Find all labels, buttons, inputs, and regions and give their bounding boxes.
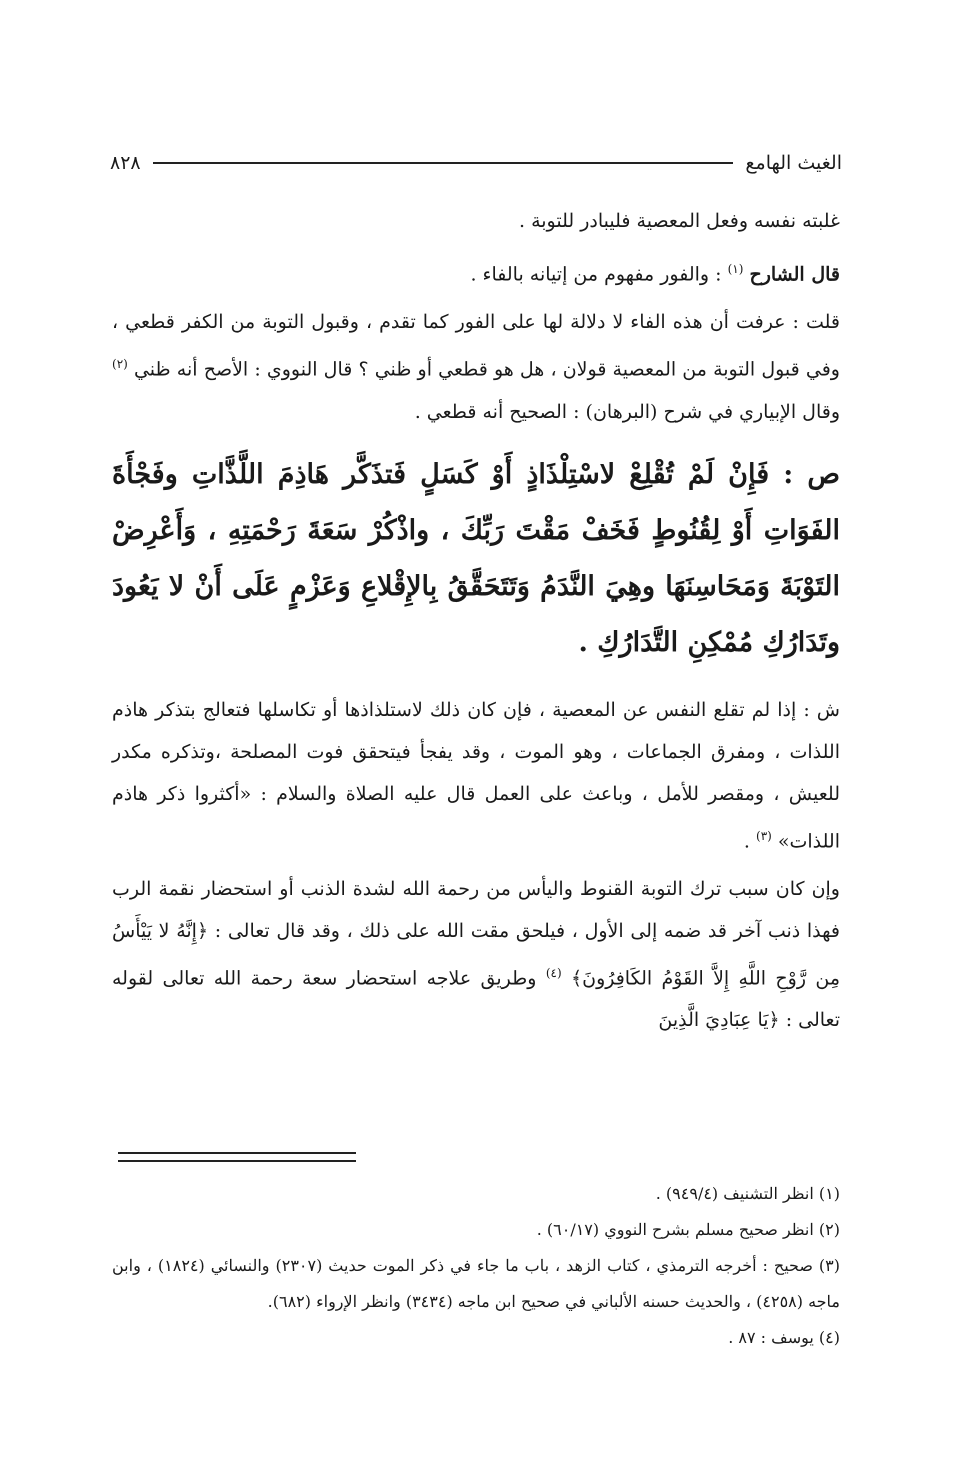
footnote-separator xyxy=(118,1152,356,1162)
paragraph-sharh xyxy=(112,689,840,862)
sharh-text-a: ش : إذا لم تقلع النفس عن المعصية ، فإن كان ذلك لاستلذاذها أو تكاسلها فتعالج بتذكر هاذم اللذات ، ومفرق الجماعات ، وهو الموت ، وقد يفجأ فيتحقق فوت المصلحة ،وتذكره مكدر للعيش ، ومقصر للأمل ، وباعث على العمل قال عليه الصلاة والسلام : «أكثروا ذكر هاذم اللذات» xyxy=(112,698,840,852)
running-header xyxy=(110,148,842,178)
footnote-1: (١) انظر التشنيف (٩٤٩/٤) . xyxy=(655,1184,840,1203)
footnote-ref-1[interactable]: (١) xyxy=(727,262,744,276)
paragraph-qult xyxy=(112,301,840,432)
qunut-text-a: وإن كان سبب ترك التوبة القنوط واليأس من رحمة الله لشدة الذنب أو استحضار نقمة الرب فهذا ذنب آخر قد ضمه إلى الأول ، فيلحق مقت الله على ذلك ، وقد قال تعالى : ﴿إِنَّهُ لا يَيْأَسُ مِن رَّوْحِ اللَّهِ إِلاَّ القَوْمُ الكَافِرُونَ﴾ xyxy=(112,877,840,990)
footnote-4: (٤) يوسف : ٨٧ . xyxy=(728,1328,840,1347)
main-text xyxy=(112,200,840,1047)
qult-text-a: قلت : عرفت أن هذه الفاء لا دلالة لها على الفور كما تقدم ، وقبول التوبة من الكفر قطعي ، وفي قبول التوبة من المعصية قولان ، هل هو قطعي أو ظني ؟ قال النووي : الأصح أنه ظني xyxy=(112,311,840,381)
sharih-text: : والفور مفهوم من إتيانه بالفاء . xyxy=(470,263,722,286)
paragraph-intro: غلبته نفسه وفعل المعصية فليبادر للتوبة . xyxy=(519,210,840,232)
qunut-text-b: وطريق علاجه استحضار سعة رحمة الله تعالى لقوله تعالى : ﴿يَا عِبَادِيَ الَّذِينَ xyxy=(112,967,840,1032)
footnote-ref-4[interactable]: (٤) xyxy=(545,965,562,980)
header-rule xyxy=(153,162,734,164)
sharh-text-b: . xyxy=(743,829,750,852)
qult-text-b: وقال الإبياري في شرح (البرهان) : الصحيح أنه قطعي . xyxy=(414,400,840,423)
footnotes xyxy=(112,1176,840,1356)
footnote-ref-2[interactable]: (٢) xyxy=(112,357,128,372)
footnote-2: (٢) انظر صحيح مسلم بشرح النووي (٦٠/١٧) . xyxy=(536,1220,840,1239)
sharih-label: قال الشارح xyxy=(749,263,840,286)
paragraph-qunut xyxy=(112,868,840,1041)
page-title: الغيث الهامع xyxy=(745,152,842,174)
matn-text: ص : فَإِنْ لَمْ تُقْلِعْ لاسْتِلْذَاذٍ أَوْ كَسَلٍ فَتذَكَّر هَاذِمَ اللَّذَّاتِ وفَجْأَةَ الفَوَاتِ أَوْ لِقُنُوطٍ فَخَفْ مَقْتَ رَبِّكَ ، واذْكُرْ سَعَةَ رَحْمَتِهِ ، وَأَعْرِضْ التَوْبَةَ وَمَحَاسِنَهَا وهِيَ النَّدَمُ وَتَتَحَقَّقُ بِالإِقْلاعِ وَعَزْمٍ عَلَى أَنْ لا يَعُودَ وتَدَارُكِ مُمْكِنِ التَّدَارُكِ . xyxy=(112,458,840,658)
footnote-ref-3[interactable]: (٣) xyxy=(756,828,772,843)
footnote-3: (٣) صحيح : أخرجه الترمذي ، كتاب الزهد ، باب ما جاء في ذكر الموت حديث (٢٣٠٧) والنسائي (١٨٢٤) ، وابن ماجه (٤٢٥٨) ، والحديث حسنه الألباني في صحيح ابن ماجه (٣٤٣٤) وانظر الإرواء (٦٨٢). xyxy=(112,1256,840,1311)
page-number: ٨٢٨ xyxy=(110,152,141,174)
paragraph-sharih xyxy=(112,248,840,295)
